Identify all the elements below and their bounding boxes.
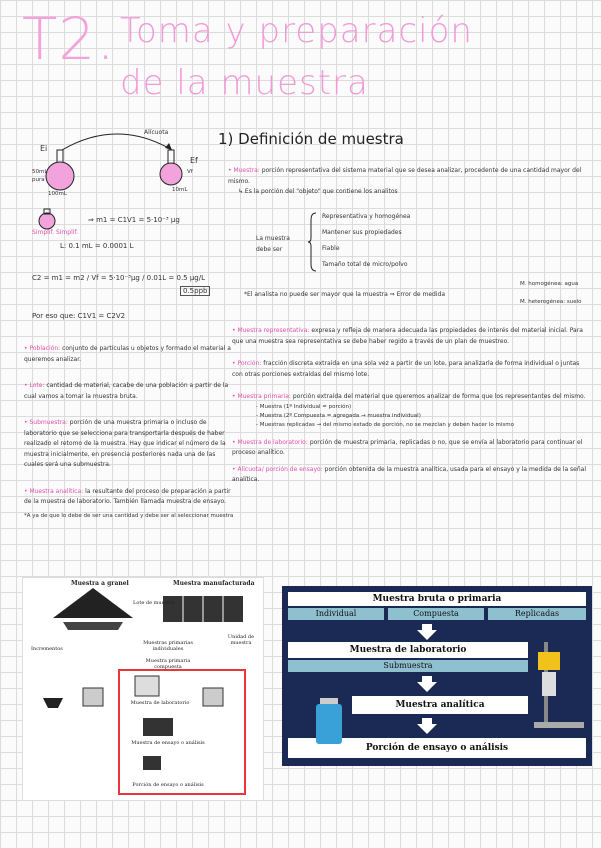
flow-tab-replicadas: Replicadas bbox=[488, 608, 586, 620]
calc-line-1: ⇒ m1 = C1V1 = 5·10⁻³ µg bbox=[88, 216, 180, 224]
fig-porcion: Porción de ensayo o análisis bbox=[132, 782, 204, 788]
brace-item-4: Tamaño total de micro/polvo bbox=[322, 261, 408, 268]
fig-incrementos: Incrementos bbox=[31, 646, 63, 652]
flask-right-label: Ef bbox=[190, 156, 198, 165]
flow-tab-compuesta: Compuesta bbox=[388, 608, 484, 620]
flow-arrow-2 bbox=[417, 682, 437, 692]
brace-item-3: Fiable bbox=[322, 245, 340, 252]
fig-lote: Lote de muestra bbox=[133, 600, 175, 606]
sample-flow-figure bbox=[282, 586, 592, 766]
balance-note: *El analista no puede ser mayor que la muestra ⇒ Error de medida bbox=[244, 291, 446, 298]
title-line-1: Toma y preparación bbox=[120, 11, 473, 51]
title-line-2: de la muestra bbox=[120, 63, 369, 103]
fig-manufacturada: Muestra manufacturada bbox=[173, 580, 255, 587]
def-lote: • Lote: cantidad de material, cacabe de una población a partir de la cual vamos a tomar la muestra bruta. bbox=[24, 381, 234, 402]
small-flask-icon bbox=[36, 208, 58, 230]
flask-arrow-label: Alícuota bbox=[144, 129, 169, 136]
flask-diagram bbox=[22, 128, 212, 200]
muestra-definition bbox=[228, 166, 588, 198]
fig-granel: Muestra a granel bbox=[71, 580, 129, 587]
flask-left-mid: pura bbox=[32, 177, 45, 183]
primaria-sub-1: - Muestra (1º Individual = porción) bbox=[256, 403, 352, 410]
balance-tag-heterogenea: M. heterogénea: suelo bbox=[520, 299, 582, 305]
title-prefix: T2. bbox=[22, 5, 116, 73]
muestra-text: • Muestra: porción representativa del sistema material que se desea analizar, procedente de una cantidad mayor del mismo. bbox=[228, 166, 588, 187]
brace-icon bbox=[308, 212, 318, 272]
calc-por-eso: Por eso que: C1V1 = C2V2 bbox=[32, 312, 126, 320]
def-submuestra: • Submuestra: porción de una muestra primaria o incluso de laboratorio que se selecciona para transportarla después de haber realizado el retomo de la muestra. Hay que indicar el número de la muestra inicialmente, en presencia posteriores nada una de las cuales será una submuestra. bbox=[24, 418, 234, 471]
def-muestra-analitica: • Muestra analítica: la resultante del proceso de preparación a partir de la muestra de laboratorio. También llamada muestra de ensayo. bbox=[24, 487, 234, 508]
brace-item-2: Mantener sus propiedades bbox=[322, 229, 402, 236]
brace-item-1: Representativa y homogénea bbox=[322, 213, 411, 220]
primaria-sub-3: - Muestras replicadas → del mismo estado de porción, no se mezclan y deben hacer lo mismo bbox=[256, 421, 514, 428]
fig-laboratorio: Muestra de laboratorio bbox=[130, 700, 190, 706]
def-alicuota: • Alícuota/ porción de ensayo: porción obtenida de la muestra analítica, usada para el ensayo y la medida de la señal analítica. bbox=[232, 465, 590, 486]
flow-top: Muestra bruta o primaria bbox=[288, 592, 586, 606]
flow-sub: Submuestra bbox=[288, 660, 528, 672]
fig-unidad: Unidad de muestra bbox=[227, 634, 255, 646]
section-1-heading: 1) Definición de muestra bbox=[218, 130, 404, 148]
calc-c2: C2 = m1 = m2 / Vf = 5·10⁻³µg / 0.01L = 0.5 µg/L bbox=[32, 274, 206, 282]
fig-compuesta: Muestra primaria compuesta bbox=[145, 658, 191, 670]
brace-list bbox=[256, 212, 496, 272]
muestra-note: ↳ Es la porción del "objeto" que contiene los analitos bbox=[238, 188, 398, 195]
calc-line-2: L: 0.1 mL = 0.0001 L bbox=[60, 242, 134, 250]
def-footnote: *A ya de que lo debe de ser una cantidad y debe ser al seleccionar muestra bbox=[24, 512, 234, 519]
sampling-scheme-figure bbox=[22, 577, 264, 801]
flask-left-vol: 100mL bbox=[48, 191, 67, 197]
left-definitions bbox=[24, 344, 234, 521]
fig-primarias: Muestras primarias individuales bbox=[143, 640, 193, 652]
flow-porcion: Porción de ensayo o análisis bbox=[288, 738, 586, 758]
def-muestra-primaria: • Muestra primaria: porción extraída del material que queremos analizar de forma que los representantes del mismo. bbox=[232, 392, 590, 403]
flow-lab: Muestra de laboratorio bbox=[288, 642, 528, 658]
fig-ensayo: Muestra de ensayo o análisis bbox=[131, 740, 205, 746]
calc-units-hint: Simplif. Simplif. bbox=[32, 229, 78, 236]
primaria-sub-2: - Muestra (2º Compuesta = agregada → muestra individual) bbox=[256, 412, 421, 419]
brace-label: La muestra debe ser bbox=[256, 235, 290, 253]
calc-result: 0.5ppb bbox=[180, 286, 210, 296]
flow-arrow-1 bbox=[417, 630, 437, 640]
def-poblacion: • Población: conjunto de partículas u objetos y formado el material a queremos analizar. bbox=[24, 344, 234, 365]
flow-tab-individual: Individual bbox=[288, 608, 384, 620]
lab-instrument-icon bbox=[534, 642, 586, 732]
flask-right-tag: Vf bbox=[187, 169, 193, 175]
def-muestra-laboratorio: • Muestra de laboratorio: porción de muestra primaria, replicadas o no, que se envía al laboratorio para continuar el proceso analítico. bbox=[232, 438, 590, 459]
flask-right-vol: 10mL bbox=[172, 187, 188, 193]
balance-tag-homogenea: M. homogénea: agua bbox=[520, 281, 579, 287]
def-porcion: • Porción: fracción discreta extraída en una sola vez a partir de un lote, para analizarla de forma individual o juntas con otras porciones extraídas del mismo lote. bbox=[232, 359, 590, 380]
def-muestra-representativa: • Muestra representativa: expresa y refleja de manera adecuada las propiedades de interés del material inicial. Para que una muestra sea representativa se debe haber regido a través de un plan de muestreo. bbox=[232, 326, 590, 347]
flow-analitica: Muestra analítica bbox=[352, 696, 528, 714]
flask-left-label: Ei bbox=[40, 144, 48, 153]
vial-icon bbox=[312, 698, 346, 748]
right-definitions bbox=[232, 326, 590, 486]
flow-arrow-3 bbox=[417, 724, 437, 734]
sampling-scheme-drawing bbox=[23, 578, 263, 800]
flask-left-top: 50mL bbox=[32, 169, 48, 175]
